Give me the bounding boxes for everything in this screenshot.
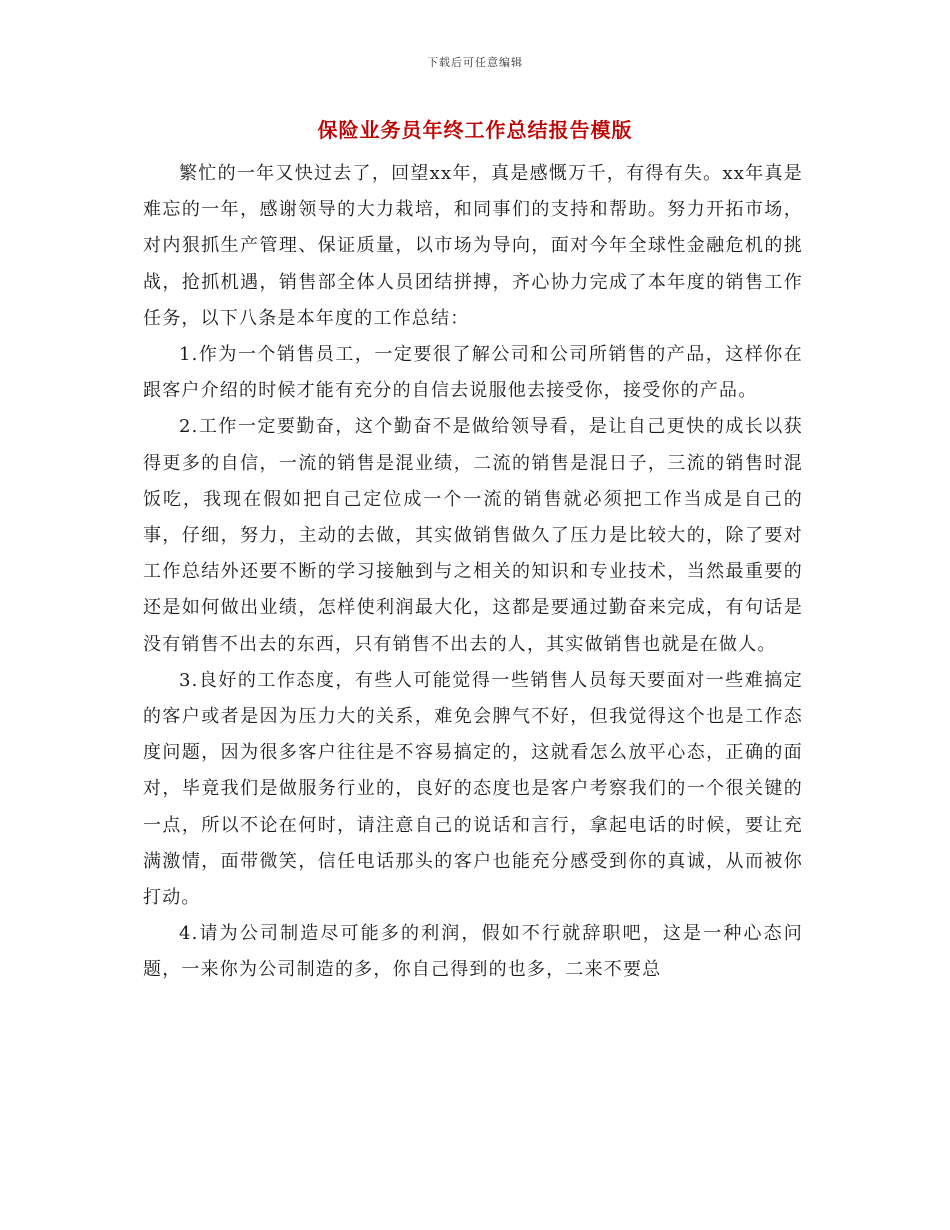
paragraph-point-1: 1.作为一个销售员工，一定要很了解公司和公司所销售的产品，这样你在跟客户介绍的时候才能有充分的自信去说服他去接受你，接受你的产品。: [143, 344, 803, 402]
header-note: 下载后可任意编辑: [427, 56, 523, 69]
paragraph-point-4: 4.请为公司制造尽可能多的利润，假如不行就辞职吧，这是一种心态问题，一来你为公司制造的多，你自己得到的也多，二来不要总: [143, 923, 803, 981]
paragraph-intro: 繁忙的一年又快过去了，回望xx年，真是感慨万千，有得有失。xx年真是难忘的一年，感谢领导的大力栽培，和同事们的支持和帮助。努力开拓市场，对内狠抓生产管理、保证质量，以市场为导向，面对今年全球性金融危机的挑战，抢抓机遇，销售部全体人员团结拼搏，齐心协力完成了本年度的销售工作任务，以下八条是本年度的工作总结：: [143, 163, 803, 329]
document-body: [143, 156, 803, 989]
paragraph-point-3: 3.良好的工作态度，有些人可能觉得一些销售人员每天要面对一些难搞定的客户或者是因为压力大的关系，难免会脾气不好，但我觉得这个也是工作态度问题，因为很多客户往往是不容易搞定的，这就看怎么放平心态，正确的面对，毕竟我们是做服务行业的，良好的态度也是客户考察我们的一个很关键的一点，所以不论在何时，请注意自己的说话和言行，拿起电话的时候，要让充满激情，面带微笑，信任电话那头的客户也能充分感受到你的真诚，从而被你打动。: [143, 669, 803, 909]
paragraph-point-2: 2.工作一定要勤奋，这个勤奋不是做给领导看，是让自己更快的成长以获得更多的自信，一流的销售是混业绩，二流的销售是混日子，三流的销售时混饭吃，我现在假如把自己定位成一个一流的销售就必须把工作当成是自己的事，仔细，努力，主动的去做，其实做销售做久了压力是比较大的，除了要对工作总结外还要不断的学习接触到与之相关的知识和专业技术，当然最重要的还是如何做出业绩，怎样使利润最大化，这都是要通过勤奋来完成，有句话是没有销售不出去的东西，只有销售不出去的人，其实做销售也就是在做人。: [143, 416, 803, 655]
document-title: 保险业务员年终工作总结报告模版: [317, 118, 633, 142]
